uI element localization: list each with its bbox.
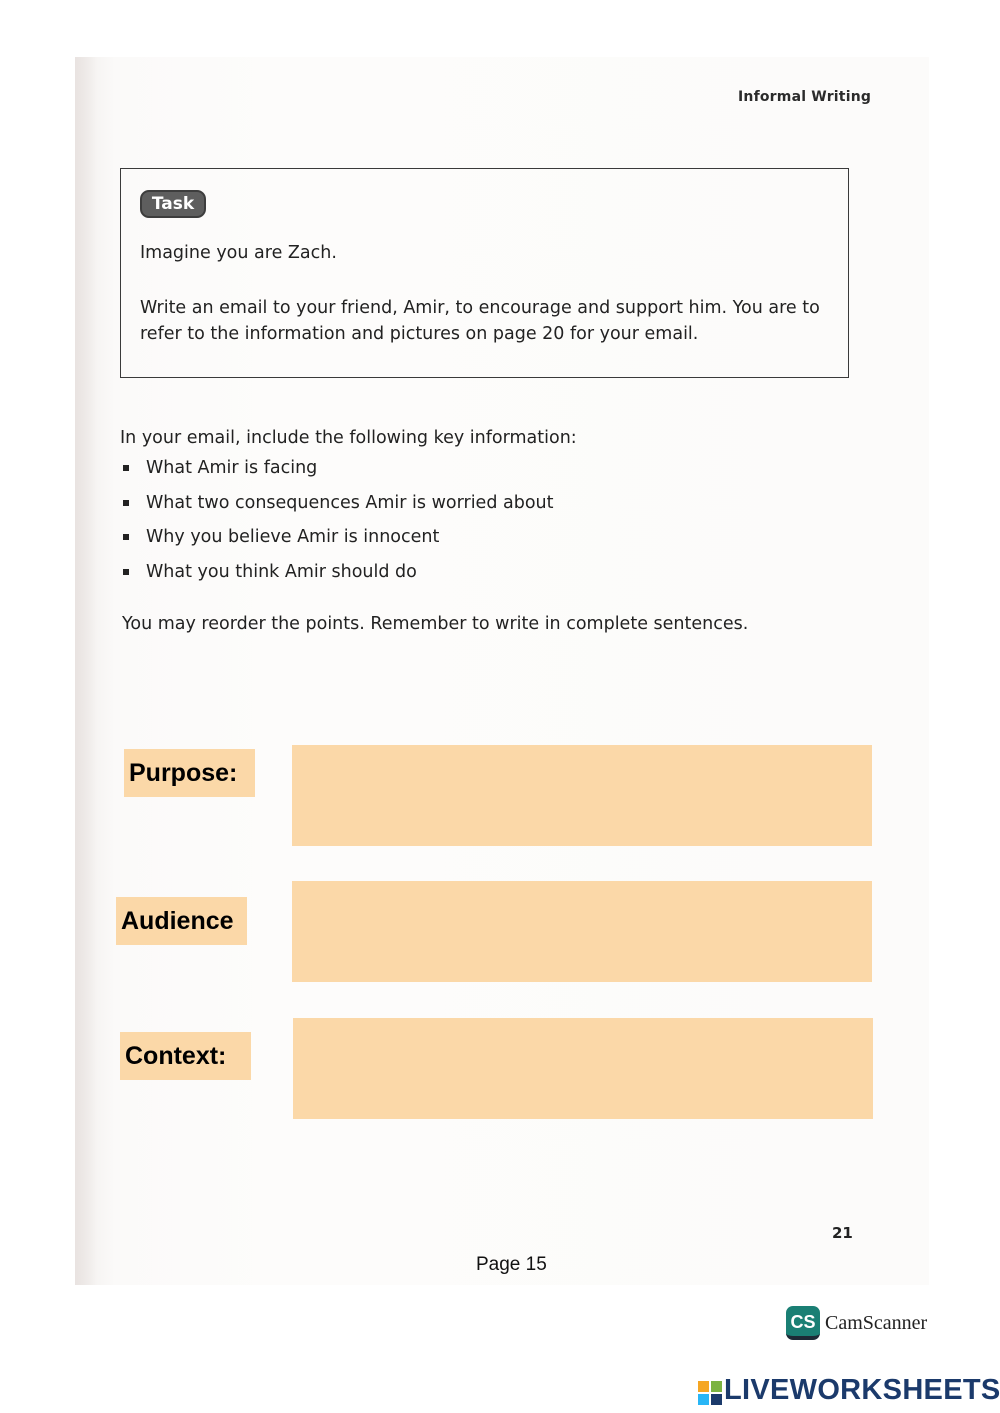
list-item [120,527,554,562]
bullet-square-icon [123,569,129,575]
list-item-text: What Amir is facing [146,458,318,478]
section-header: Informal Writing [738,89,872,105]
camscanner-text: CamScanner [825,1312,928,1334]
logo-square-orange [698,1381,709,1392]
list-item [120,562,554,597]
liveworksheets-logo-icon [698,1381,722,1405]
scan-edge-shadow [75,57,97,1285]
logo-square-blue [698,1394,709,1405]
purpose-answer-field[interactable] [292,745,872,846]
task-paragraph: Write an email to your friend, Amir, to encourage and support him. You are to refer to the information and pictures on page 20 for your email. [140,298,820,344]
instructions-note: You may reorder the points. Remember to write in complete sentences. [122,614,749,634]
purpose-label: Purpose: [124,749,255,797]
bullet-square-icon [123,534,129,540]
logo-square-green [711,1381,722,1392]
key-info-list [120,458,554,596]
list-item-text: Why you believe Amir is innocent [146,527,440,547]
audience-answer-field[interactable] [292,881,872,982]
liveworksheets-wordmark: LIVEWORKSHEETS [724,1374,1000,1406]
list-item [120,493,554,528]
page-label: Page 15 [476,1254,547,1275]
instructions-intro: In your email, include the following key information: [120,428,577,448]
book-page-number: 21 [832,1224,853,1242]
bullet-square-icon [123,465,129,471]
task-line: Imagine you are Zach. [140,243,337,263]
camscanner-logo-icon: CS [786,1306,820,1340]
list-item [120,458,554,493]
logo-square-navy [711,1394,722,1405]
audience-label: Audience [116,897,247,945]
list-item-text: What two consequences Amir is worried about [146,492,554,513]
task-badge: Task [140,190,206,218]
list-item-text: What you think Amir should do [146,561,417,582]
bullet-square-icon [123,500,129,506]
context-label: Context: [120,1032,251,1080]
context-answer-field[interactable] [293,1018,873,1119]
